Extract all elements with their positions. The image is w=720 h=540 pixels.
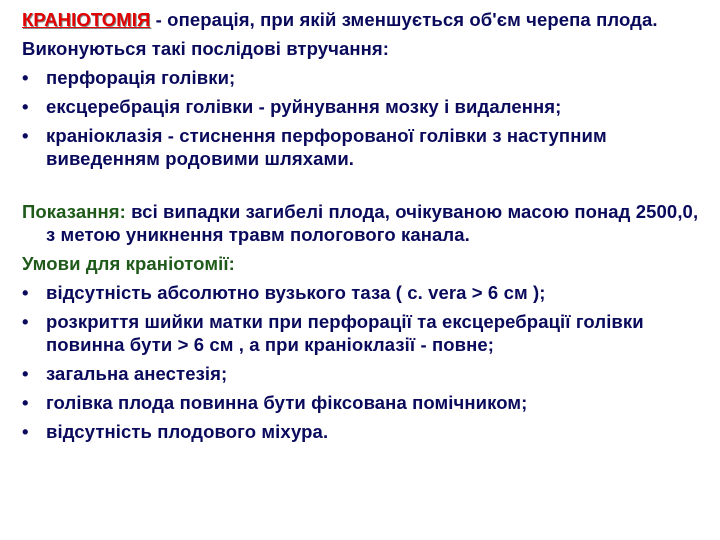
list-item: [22, 95, 702, 118]
bullet-icon: •: [22, 392, 29, 413]
bullet-icon: •: [22, 282, 29, 303]
bullet-icon: •: [22, 125, 29, 146]
bullet-icon: •: [22, 67, 29, 88]
list-item: [22, 124, 702, 170]
list-item: [22, 281, 702, 304]
step-text: краніоклазія - стиснення перфорованої голівки з наступним виведенням родовими шляхами.: [46, 125, 607, 169]
bullet-icon: •: [22, 363, 29, 384]
indications-paragraph: [22, 200, 702, 246]
bullet-icon: •: [22, 421, 29, 442]
term-definition: - операція, при якій зменшується об'єм черепа плода.: [150, 9, 658, 30]
list-item: [22, 420, 702, 443]
condition-text: розкриття шийки матки при перфорації та ексцеребрації голівки повинна бути > 6 см , а при краніоклазії - повне;: [46, 311, 644, 355]
indications-text: всі випадки загибелі плода, очікуваною масою понад 2500,0, з метою уникнення травм пологового канала.: [46, 201, 699, 245]
step-text: ексцеребрація голівки - руйнування мозку і видалення;: [46, 96, 562, 117]
bullet-icon: •: [22, 311, 29, 332]
bullet-icon: •: [22, 96, 29, 117]
list-item: [22, 391, 702, 414]
step-text: перфорація голівки;: [46, 67, 236, 88]
condition-text: відсутність плодового міхура.: [46, 421, 329, 442]
list-item: [22, 66, 702, 89]
indications-label: Показання:: [22, 201, 126, 222]
spacer: [22, 176, 702, 200]
condition-text: відсутність абсолютно вузького таза ( c. vera > 6 см );: [46, 282, 546, 303]
conditions-heading: Умови для краніотомії:: [22, 253, 235, 274]
definition-paragraph: [22, 8, 702, 31]
steps-heading: Виконуються такі послідові втручання:: [22, 38, 390, 59]
list-item: [22, 310, 702, 356]
term-title: КРАНІОТОМІЯ: [22, 9, 151, 30]
condition-text: загальна анестезія;: [46, 363, 228, 384]
condition-text: голівка плода повинна бути фіксована помічником;: [46, 392, 528, 413]
slide-content: [22, 8, 702, 449]
list-item: [22, 362, 702, 385]
